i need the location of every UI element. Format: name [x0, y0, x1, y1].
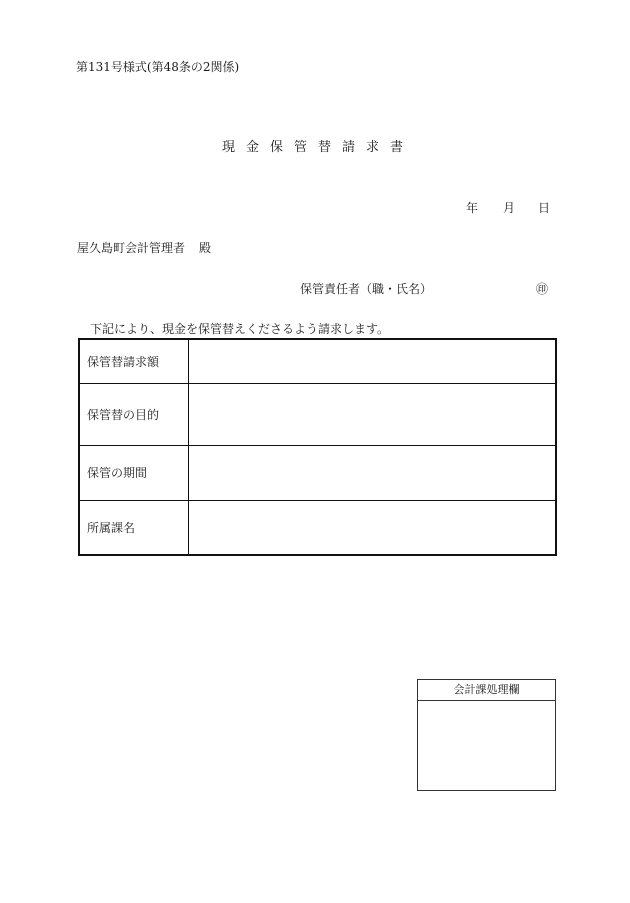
addressee-honorific: 殿: [199, 241, 212, 255]
row-label-purpose: 保管替の目的: [79, 383, 189, 445]
addressee: [77, 239, 211, 256]
table-row: [79, 445, 556, 500]
document-title: 現金保管替請求書: [222, 140, 415, 155]
department-field[interactable]: [189, 500, 557, 555]
table-row: [79, 383, 556, 445]
date-year-label: 年: [466, 201, 479, 215]
amount-field[interactable]: [189, 339, 557, 383]
row-label-amount: 保管替請求額: [79, 339, 189, 383]
date-month-label: 月: [503, 201, 516, 215]
addressee-name: 屋久島町会計管理者: [77, 241, 186, 255]
table-row: [79, 339, 556, 383]
period-field[interactable]: [189, 445, 557, 500]
accounting-stamp-box: [417, 679, 556, 791]
request-table: [78, 338, 557, 556]
row-label-period: 保管の期間: [79, 445, 189, 500]
seal-mark: ㊞: [536, 282, 549, 296]
row-label-department: 所属課名: [79, 500, 189, 555]
table-row: [79, 500, 556, 555]
date-day-label: 日: [538, 201, 551, 215]
intro-text: 下記により、現金を保管替えくださるよう請求します。: [90, 322, 390, 336]
applicant-label: 保管責任者（職・氏名）: [300, 282, 433, 296]
form-number: 第131号様式(第48条の2関係): [76, 60, 240, 74]
purpose-field[interactable]: [189, 383, 557, 445]
stamp-box-header: 会計課処理欄: [418, 680, 555, 701]
